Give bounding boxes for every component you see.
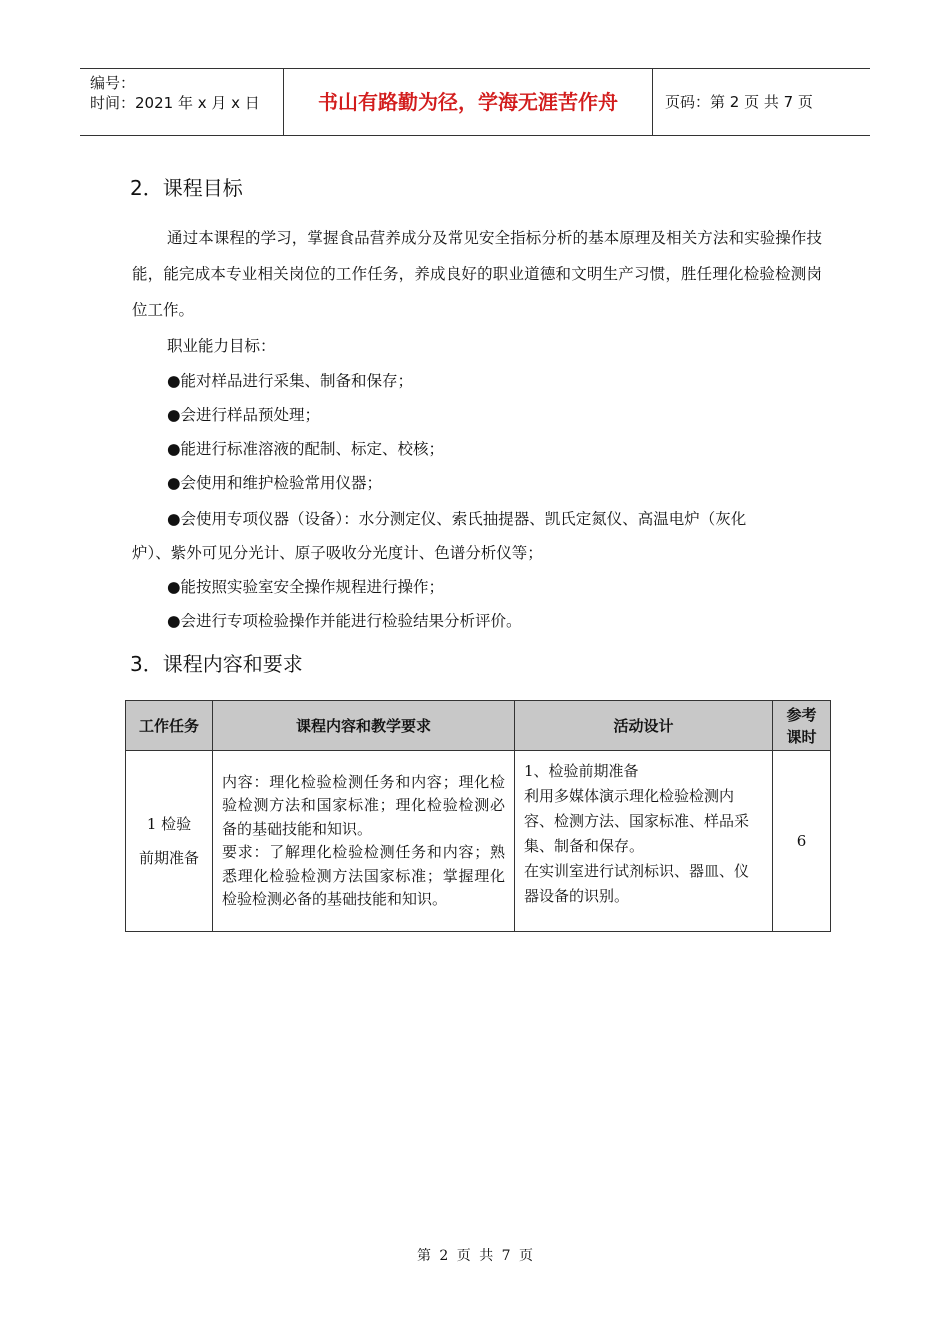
course-content-table <box>125 700 831 932</box>
section-2-title: 2．课程目标 <box>130 176 243 200</box>
header-work-task: 工作任务 <box>126 701 213 751</box>
bullet-item: ●能对样品进行采集、制备和保存； <box>167 372 414 390</box>
task-line1: 1 检验 <box>146 815 192 833</box>
bullet-item: ●能进行标准溶液的配制、标定、校核； <box>167 440 445 458</box>
content-text: 内容：理化检验检测任务和内容；理化检验检测方法和国家标准；理化检验检测必备的基础技能和知识。 <box>222 772 505 838</box>
page-footer: 第 2 页 共 7 页 <box>416 1248 534 1264</box>
header-number: 编号： <box>90 74 136 92</box>
activity-text-2: 在实训室进行试剂标识、器皿、仪器设备的识别。 <box>524 862 750 905</box>
table-row <box>126 751 831 932</box>
bullet-item: ●能按照实验室安全操作规程进行操作； <box>167 578 445 596</box>
header-page: 页码：第 2 页 共 7 页 <box>665 93 813 111</box>
activity-title: 1、检验前期准备 <box>524 762 639 780</box>
header-hours-line2: 课时 <box>786 727 817 746</box>
table-header-row <box>126 701 831 751</box>
bullet-item: ●会进行样品预处理； <box>167 406 321 424</box>
ability-label: 职业能力目标： <box>167 337 276 355</box>
task-line2: 前期准备 <box>138 849 199 867</box>
header-time: 时间：2021 年 x 月 x 日 <box>90 94 260 112</box>
requirement-text: 要求：了解理化检验检测任务和内容；熟悉理化检验检测方法国家标准；掌握理化检验检测必备的基础技能和知识。 <box>222 843 505 908</box>
cell-hours: 6 <box>773 751 831 932</box>
header-motto: 书山有路勤为径，学海无涯苦作舟 <box>283 69 653 135</box>
header-activity-design: 活动设计 <box>515 701 773 751</box>
cell-activity-design <box>515 751 773 932</box>
header-hours-line1: 参考 <box>786 705 817 724</box>
section-3-title: 3．课程内容和要求 <box>130 652 303 676</box>
section-2-intro: 通过本课程的学习，掌握食品营养成分及常见安全指标分析的基本原理及相关方法和实验操作技能，能完成本专业相关岗位的工作任务，养成良好的职业道德和文明生产习惯，胜任理化检验检测岗位工作。 <box>132 229 822 319</box>
cell-course-content <box>213 751 515 932</box>
header-reference-hours <box>773 701 831 751</box>
bullet-item: ●会进行专项检验操作并能进行检验结果分析评价。 <box>167 612 522 630</box>
page-header <box>80 68 870 136</box>
activity-text-1: 利用多媒体演示理化检验检测内容、检测方法、国家标准、样品采集、制备和保存。 <box>524 787 750 855</box>
bullet-item: ●会使用专项仪器（设备）：水分测定仪、索氏抽提器、凯氏定氮仪、高温电炉（灰化 <box>167 510 747 528</box>
bullet-item-continued: 炉）、紫外可见分光计、原子吸收分光度计、色谱分析仪等； <box>132 544 543 562</box>
cell-work-task <box>126 751 213 932</box>
bullet-item: ●会使用和维护检验常用仪器； <box>167 474 383 492</box>
header-course-content: 课程内容和教学要求 <box>213 701 515 751</box>
header-meta <box>80 69 283 135</box>
